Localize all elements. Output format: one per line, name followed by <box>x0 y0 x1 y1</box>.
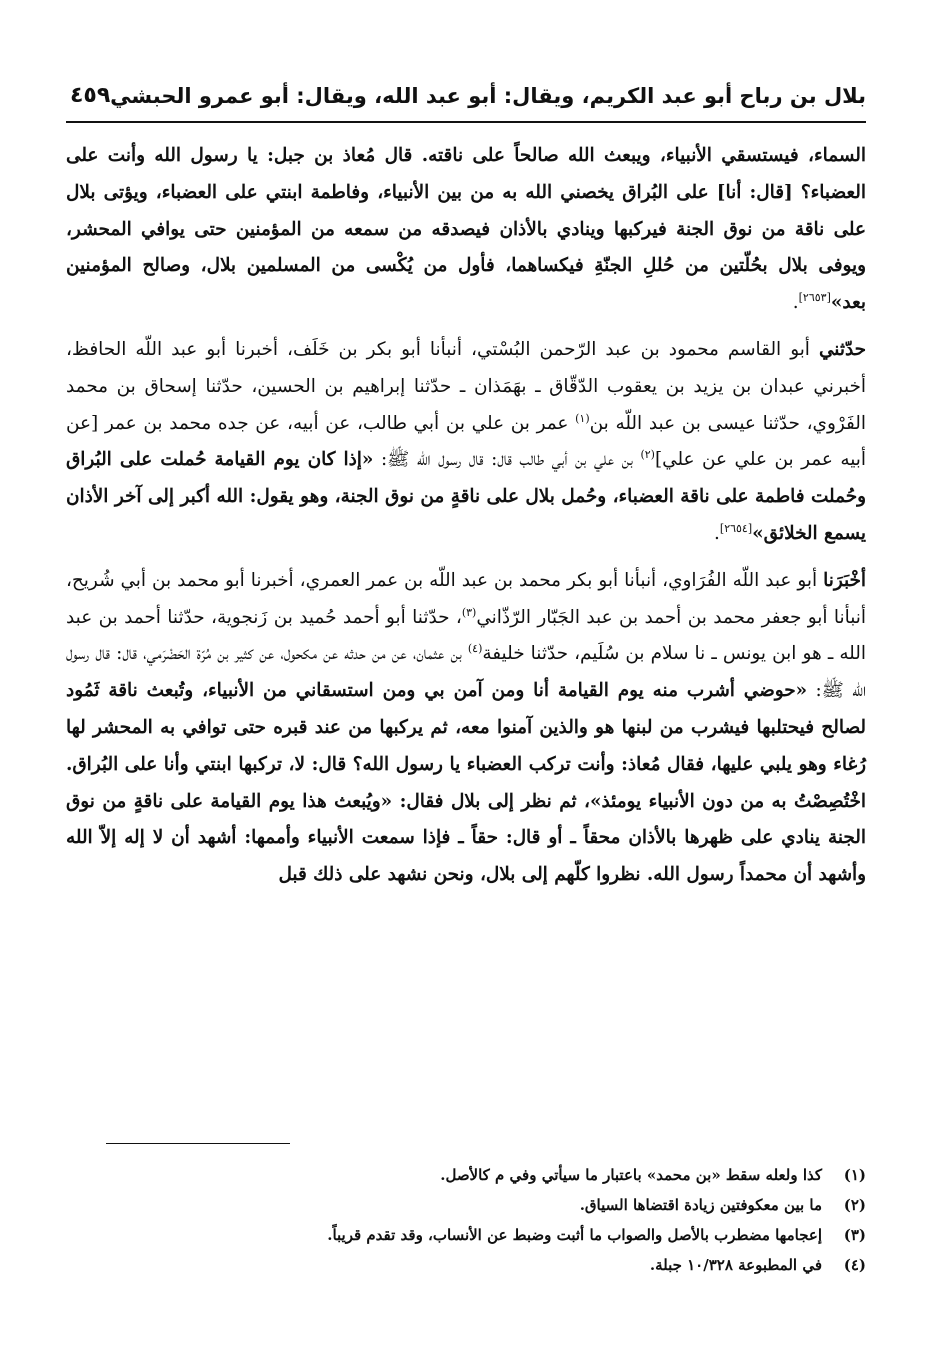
footnote-number: (٤) <box>843 1256 866 1274</box>
footnotes <box>66 1160 866 1280</box>
text-segment: . <box>714 522 720 544</box>
footnote-reference: (٤) <box>467 642 483 656</box>
footnote-reference: [٢٦٥٣] <box>798 291 831 305</box>
footnote-number: (٢) <box>843 1196 866 1214</box>
paragraph <box>66 563 866 894</box>
paragraph <box>66 332 866 553</box>
text-segment: أخْبَرَنا <box>823 569 866 591</box>
footnote-text: في المطبوعة ١٠/٣٢٨ جبلة. <box>649 1256 822 1274</box>
text-segment: ، حدّثنا أبو أحمد حُميد بن زَنجوية، حدّثنا أحمد بن عبد الله ـ هو ابن يونس ـ نا سلام بن سُلَيم، حدّثنا خليفة <box>66 606 866 665</box>
footnote-number: (١) <box>843 1166 866 1184</box>
text-segment: «حوضي أشرب منه يوم القيامة أنا ومن آمن بي ومن استسقاني من الأنبياء، وتُبعث ناقة ثَمُود لصالح فيحتلبها فيشرب من لبنها هو والذين آمنوا معه، ثم يركبها من عند قبره حتى توافي به المحشر لها رُغاء وهو يلبي عليها، فقال مُعاذ: وأنت تركب العضباء يا رسول الله؟ قال: لا، تركبها ابنتي وأنا على البُراق. اخْتُصِصْتُ به من دون الأنبياء يومئذ»، ثم نظر إلى بلال فقال: «ويُبعث هذا يوم القيامة على ناقةٍ من نوق الجنة ينادي على ظهرها بالأذان محقاً ـ أو قال: حقاً ـ فإذا سمعت الأنبياء وأممها: أشهد أن لا إله إلاّ الله وأشهد أن محمداً رسول الله. نظروا كلّهم إلى بلال، ونحن نشهد على ذلك قبل <box>66 680 866 886</box>
footnote <box>66 1250 866 1280</box>
footnote-reference: (٣) <box>461 605 477 619</box>
text-segment: أبو القاسم محمود بن عبد الرّحمن البُسْتي، أنبأنا أبو بكر بن خَلَف، أخبرنا أبو عبد اللّه الحافظ، أخبرني عبدان بن يزيد بن يعقوب الدّقّاق ـ بهَمَذان ـ حدّثنا إبراهيم بن الحسين، حدّثنا إسحاق بن محمد الفَرْوي، حدّثنا عيسى بن عبد اللّه بن <box>66 338 866 434</box>
footnote-text: ما بين معكوفتين زيادة اقتضاها السياق. <box>579 1196 822 1214</box>
footnote-divider <box>106 1143 290 1144</box>
running-header <box>66 80 866 124</box>
text-segment: أبو عبد اللّه الفُرَاوي، أنبأنا أبو بكر محمد بن عبد اللّه بن عمر العمري، أخبرنا أبو محمد بن أبي شُريح، أنبأنا أبو جعفر محمد بن أحمد بن عبد الجَبّار الرّذّاني <box>66 569 867 628</box>
page-number: ٤٥٩ <box>70 83 111 108</box>
text-segment: بن علي بن أبي طالب قال: قال رسول الله ﷺ: <box>373 449 641 471</box>
text-segment: حدّثني <box>818 338 866 360</box>
footnote <box>66 1190 866 1220</box>
paragraph <box>66 138 866 322</box>
text-segment: عمر بن علي بن أبي طالب، عن أبيه، عن جده محمد بن عمر [عن أبيه عمر بن علي عن علي] <box>66 412 866 471</box>
footnote-reference: (١) <box>575 411 590 425</box>
text-segment: السماء، فيستسقي الأنبياء، ويبعث الله صالحاً على ناقته. قال مُعاذ بن جبل: يا رسول الله وأنت على العضباء؟ [قال: أنا] على البُراق يخصني الله به من بين الأنبياء، وفاطمة ابنتي على العضباء، ويؤتى بلال على ناقة من نوق الجنة فيركبها وينادي بالأذان فيصدقه من سمعه من المؤمنين حتى يوافي المحشر، ويوفى بلال بحُلّتين من حُللِ الجنّةِ فيكساهما، فأول من يُكْسى من المسلمين بلال، وصالح المؤمنين بعد» <box>66 145 866 314</box>
footnote-number: (٣) <box>843 1226 866 1244</box>
footnote-text: إعجامها مضطرب بالأصل والصواب ما أثبت وضبط عن الأنساب، وقد تقدم قريباً. <box>327 1226 822 1244</box>
text-segment: «إذا كان يوم القيامة حُملت على البُراق وحُملت فاطمة على ناقة العضباء، وحُمل بلال على ناقةٍ من نوق الجنة، وهو يقول: الله أكبر إلى آخر الأذان يسمع الخلائق» <box>66 449 867 544</box>
footnote <box>66 1160 866 1190</box>
footnote-reference: (٢) <box>640 448 655 462</box>
main-text <box>66 138 866 904</box>
header-divider <box>66 121 866 123</box>
text-segment: . <box>792 292 799 314</box>
footnote <box>66 1220 866 1250</box>
text-segment: بن عثمان، عن من حدثه عن مكحول، عن كثير بن مُرّة الحَضْرَمي، قال: قال رسول الله ﷺ: <box>66 643 866 702</box>
footnote-reference: [٢٦٥٤] <box>719 521 753 535</box>
header-title: بلال بن رباح أبو عبد الكريم، ويقال: أبو عبد الله، ويقال: أبو عمرو الحبشي <box>110 84 866 108</box>
footnote-text: كذا ولعله سقط «بن محمد» باعتبار ما سيأتي وفي م كالأصل. <box>440 1166 822 1184</box>
